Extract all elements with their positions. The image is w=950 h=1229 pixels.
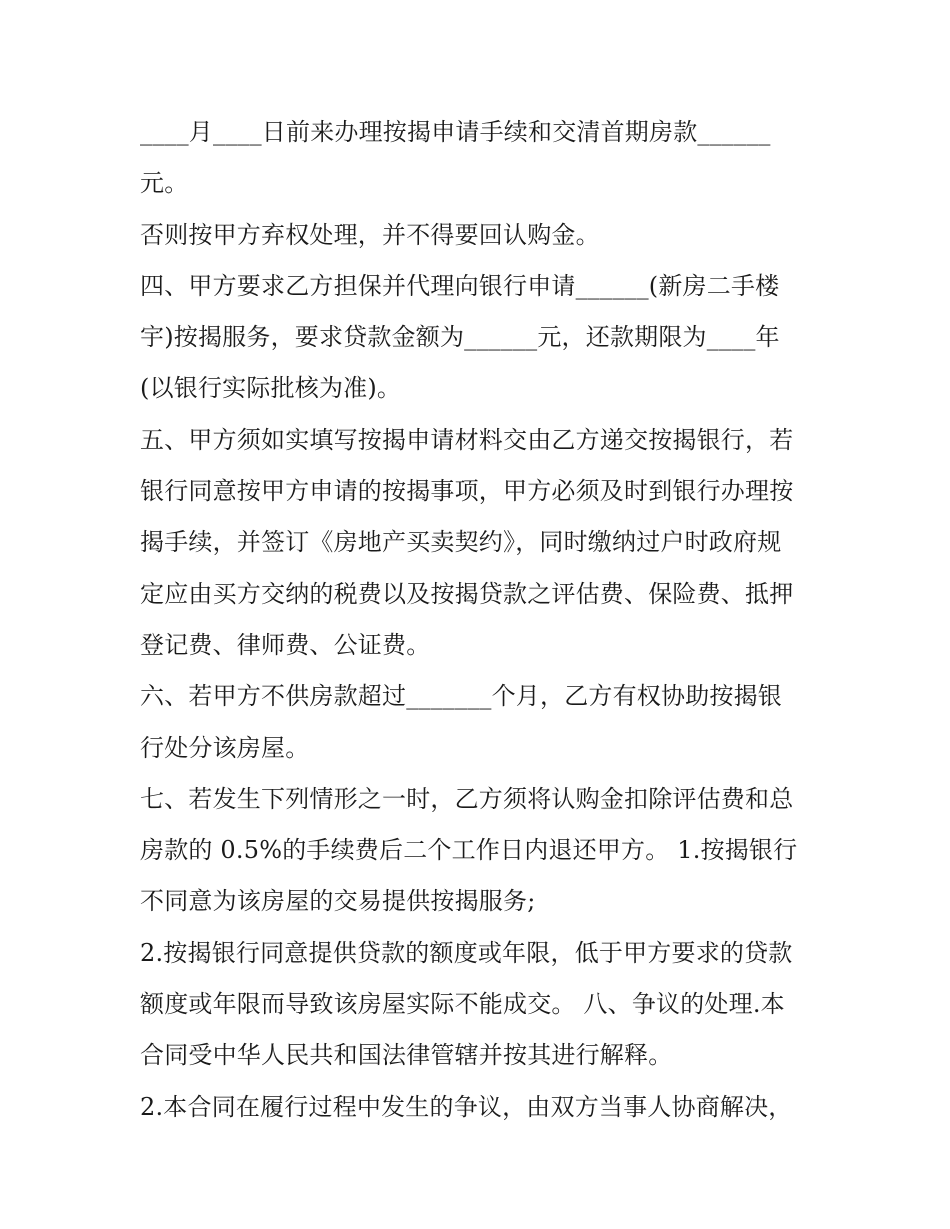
text-line: 额度或年限而导致该房屋实际不能成交。 八、争议的处理.本 bbox=[140, 990, 785, 1019]
text-line: 揭手续，并签订《房地产买卖契约》，同时缴纳过户时政府规 bbox=[140, 528, 782, 557]
text-line: ____月____日前来办理按揭申请手续和交清首期房款______ bbox=[140, 118, 771, 146]
text-line: 房款的 0.5%的手续费后二个工作日内退还甲方。 1.按揭银行 bbox=[140, 836, 798, 865]
text-line: (以银行实际批核为准)。 bbox=[140, 374, 402, 403]
text-line: 合同受中华人民共和国法律管辖并按其进行解释。 bbox=[140, 1041, 673, 1070]
text-line: 银行同意按甲方申请的按揭事项，甲方必须及时到银行办理按 bbox=[140, 477, 794, 506]
text-line: 定应由买方交纳的税费以及按揭贷款之评估费、保险费、抵押 bbox=[140, 579, 794, 608]
text-line: 宇)按揭服务，要求贷款金额为______元，还款期限为____年 bbox=[140, 323, 780, 352]
text-line: 行处分该房屋。 bbox=[140, 733, 310, 762]
text-line: 不同意为该房屋的交易提供按揭服务; bbox=[140, 887, 536, 916]
text-line: 2.按揭银行同意提供贷款的额度或年限，低于甲方要求的贷款 bbox=[140, 938, 793, 967]
text-line: 元。 bbox=[140, 169, 189, 198]
text-line: 四、甲方要求乙方担保并代理向银行申请______(新房二手楼 bbox=[140, 271, 780, 300]
text-line: 否则按甲方弃权处理，并不得要回认购金。 bbox=[140, 220, 600, 249]
text-line: 七、若发生下列情形之一时，乙方须将认购金扣除评估费和总 bbox=[140, 784, 794, 813]
text-line: 五、甲方须如实填写按揭申请材料交由乙方递交按揭银行，若 bbox=[140, 425, 794, 454]
text-line: 2.本合同在履行过程中发生的争议，由双方当事人协商解决， bbox=[140, 1092, 793, 1121]
text-line: 六、若甲方不供房款超过_______个月，乙方有权协助按揭银 bbox=[140, 682, 782, 711]
document-body bbox=[140, 107, 820, 1133]
text-line: 登记费、律师费、公证费。 bbox=[140, 630, 431, 659]
